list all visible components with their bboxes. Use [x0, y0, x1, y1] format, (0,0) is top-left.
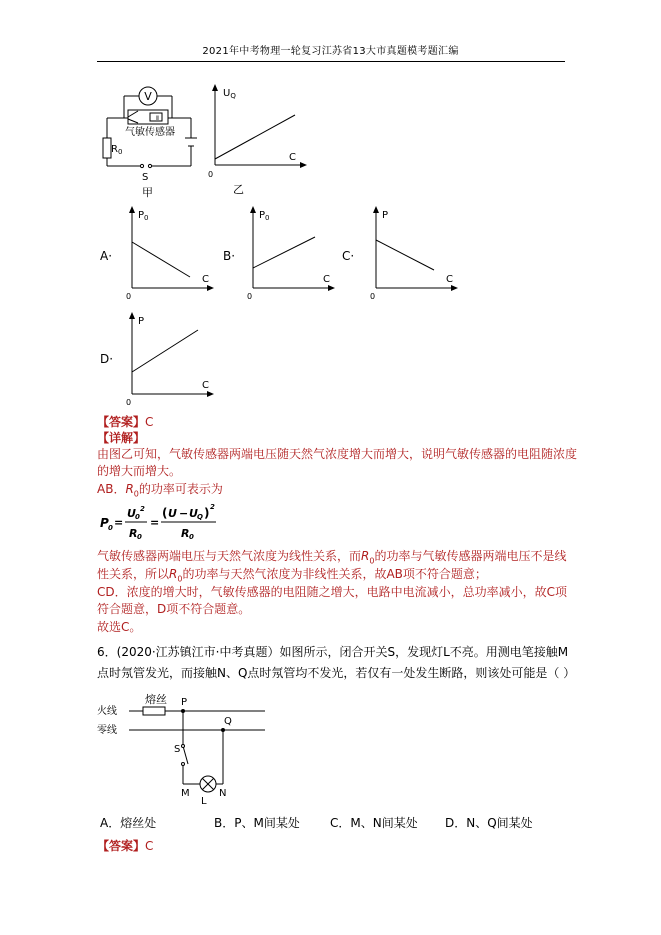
svg-text:(: (: [162, 506, 168, 520]
option-b-letter: B·: [223, 249, 236, 263]
para-line-1: 气敏传感器两端电压与天然气浓度为线性关系，而$R_0$的功率与气敏传感器两端电压不是线: [97, 549, 567, 566]
option-c-x-label: C: [446, 274, 453, 285]
q6-stem-line-2: 点时氖管发光，而接触N、Q点时氖管均不发光，若仅有一处发生断路，则该处可能是（ ）: [97, 666, 576, 680]
option-d-letter: D·: [100, 352, 114, 366]
answer-value: C: [145, 415, 154, 429]
svg-text:=: =: [114, 516, 124, 529]
detail-tag: 【详解】: [97, 431, 146, 445]
switch-label: S: [142, 172, 149, 183]
svg-text:2: 2: [210, 503, 215, 511]
yi-origin: 0: [208, 170, 214, 179]
fuse-label: 熔丝: [145, 693, 167, 706]
svg-text:0: 0: [108, 524, 113, 532]
q6-stem-line-1: 6．(2020·江苏镇江市·中考真题）如图所示，闭合开关S，发现灯L不亮。用测电笔接触M: [97, 645, 569, 659]
option-d-x-label: C: [202, 380, 209, 391]
figure-jia-circuit: [98, 80, 208, 200]
option-a-origin: 0: [126, 292, 132, 300]
option-a-y-label: $P_0$: [138, 210, 149, 222]
option-d-y-label: P: [138, 316, 145, 327]
option-b-origin: 0: [247, 292, 253, 300]
detail-line-1: 由图乙可知，气敏传感器两端电压随天然气浓度增大而增大，说明气敏传感器的电阻随浓度: [97, 447, 578, 461]
svg-text:U: U: [168, 507, 177, 520]
q6-option-b: B．P、M间某处: [214, 816, 300, 830]
option-c-line: [376, 240, 434, 270]
svg-text:U: U: [189, 507, 198, 520]
svg-text:0: 0: [137, 533, 142, 541]
detail-line-2: 的增大而增大。: [97, 464, 182, 478]
neutral-wire-label: 零线: [97, 725, 117, 736]
svg-text:0: 0: [189, 533, 194, 541]
q6-answer-tag: 【答案】: [97, 839, 146, 853]
answer-tag: 【答案】: [97, 415, 146, 429]
option-a-letter: A·: [100, 249, 113, 263]
switch-s-label: S: [174, 744, 181, 755]
svg-text:Q: Q: [197, 513, 203, 521]
option-c-letter: C·: [342, 249, 355, 263]
live-wire-label: 火线: [97, 706, 117, 717]
option-d-line: [132, 330, 198, 372]
q6-answer: [97, 835, 153, 855]
page-header: 2021年中考物理一轮复习江苏省13大市真题模考题汇编: [202, 46, 459, 57]
sensor-mark: Ⅱ: [156, 115, 159, 122]
option-c-graph: [362, 200, 462, 300]
point-q-label: Q: [224, 716, 232, 727]
svg-text:−: −: [179, 507, 189, 520]
svg-text:R: R: [181, 527, 190, 540]
option-b-y-label: $P_0$: [259, 210, 270, 222]
yi-x-label: C: [289, 152, 296, 163]
lamp-l-label: L: [201, 796, 207, 805]
svg-text:): ): [204, 506, 210, 520]
svg-text:=: =: [150, 516, 160, 529]
option-a-x-label: C: [202, 274, 209, 285]
option-a-graph: [118, 200, 218, 300]
power-formula: [100, 500, 240, 544]
option-c-y-label: P: [382, 210, 389, 221]
q6-option-a: A．熔丝处: [100, 816, 157, 830]
cd-line-2: 符合题意，D项不符合题意。: [97, 602, 251, 616]
option-b-x-label: C: [323, 274, 330, 285]
figure-jia-caption: 甲: [142, 186, 153, 199]
point-p-label: P: [181, 697, 188, 708]
svg-text:R: R: [129, 527, 138, 540]
option-d-origin: 0: [126, 398, 132, 406]
option-b-graph: [239, 200, 339, 300]
figure-yi-caption: 乙: [233, 183, 244, 196]
q6-house-circuit: [97, 690, 267, 805]
para-line-2: 性关系，所以$R_0$的功率与天然气浓度为非线性关系，故AB项不符合题意；: [97, 567, 487, 584]
svg-text:U: U: [127, 507, 136, 520]
q6-option-d: D．N、Q间某处: [445, 816, 533, 830]
point-m-label: M: [181, 788, 190, 799]
option-a-line: [132, 242, 190, 277]
header-rule: [97, 61, 565, 62]
q6-answer-value: C: [145, 839, 154, 853]
q5-answer: [97, 411, 153, 431]
svg-text:0: 0: [135, 513, 140, 521]
uq-line: [215, 115, 295, 159]
option-c-origin: 0: [370, 292, 376, 300]
option-b-line: [253, 237, 315, 268]
conclusion: 故选C。: [97, 620, 142, 634]
q6-option-c: C．M、N间某处: [330, 816, 418, 830]
svg-text:2: 2: [140, 505, 145, 513]
cd-line-1: CD．浓度的增大时，气敏传感器的电阻随之增大，电路中电流减小，总功率减小，故C项: [97, 585, 568, 599]
yi-y-label: $U_Q$: [223, 88, 236, 100]
point-n-label: N: [219, 788, 227, 799]
sensor-label: 气敏传感器: [125, 127, 175, 138]
option-d-graph: [118, 306, 218, 406]
figure-yi-graph: [205, 80, 315, 200]
ab-line: AB．$R_0$的功率可表示为: [97, 482, 223, 499]
svg-text:P: P: [100, 516, 109, 530]
voltmeter-label: V: [144, 90, 152, 103]
resistor-label: $R_0$: [111, 144, 123, 156]
